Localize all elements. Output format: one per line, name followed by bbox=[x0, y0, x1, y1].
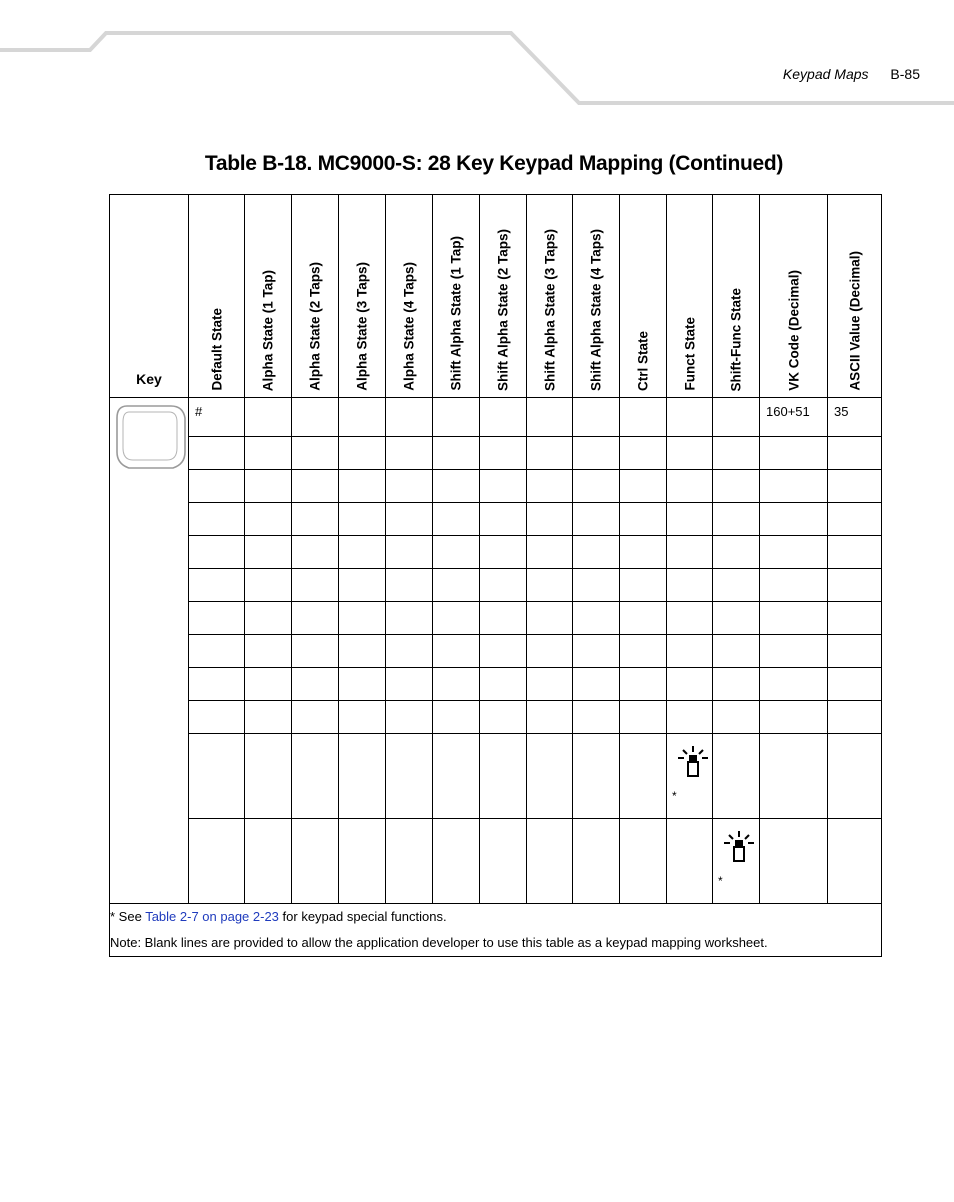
column-header-shift-alpha-3: Shift Alpha State (3 Taps) bbox=[527, 195, 573, 398]
column-header-shift-alpha-1: Shift Alpha State (1 Tap) bbox=[433, 195, 480, 398]
column-header-shift-alpha-4: Shift Alpha State (4 Taps) bbox=[573, 195, 620, 398]
vk-code-value: 160+51 bbox=[760, 398, 828, 437]
table-row bbox=[110, 503, 882, 536]
table-row bbox=[110, 536, 882, 569]
table-row-shift-func bbox=[110, 819, 882, 904]
table-footer-row bbox=[110, 904, 882, 957]
backlight-icon bbox=[723, 829, 755, 865]
table-row bbox=[110, 602, 882, 635]
keypad-mapping-table bbox=[109, 194, 882, 957]
page-number: B-85 bbox=[890, 66, 920, 82]
header-row bbox=[110, 195, 882, 398]
column-header-funct: Funct State bbox=[667, 195, 713, 398]
column-header-alpha-1: Alpha State (1 Tap) bbox=[245, 195, 292, 398]
keypad-key-icon bbox=[113, 402, 189, 472]
table-row bbox=[110, 569, 882, 602]
table-footnote bbox=[110, 904, 882, 957]
column-header-alpha-2: Alpha State (2 Taps) bbox=[292, 195, 339, 398]
funct-state-cell bbox=[667, 734, 713, 819]
table-row bbox=[110, 437, 882, 470]
key-cell bbox=[110, 398, 189, 904]
section-name: Keypad Maps bbox=[782, 66, 869, 82]
column-header-vk-code: VK Code (Decimal) bbox=[760, 195, 828, 398]
column-header-default-state: Default State bbox=[189, 195, 245, 398]
column-header-ctrl: Ctrl State bbox=[620, 195, 667, 398]
backlight-icon bbox=[677, 744, 709, 780]
table-row bbox=[110, 668, 882, 701]
shift-func-state-cell bbox=[713, 819, 760, 904]
table-row-func bbox=[110, 734, 882, 819]
footnote-note: Note: Blank lines are provided to allow the application developer to use this table as a keypad mapping worksheet. bbox=[110, 935, 768, 950]
table-2-7-link[interactable]: Table 2-7 on page 2-23 bbox=[145, 909, 279, 924]
table-row bbox=[110, 701, 882, 734]
column-header-key: Key bbox=[110, 195, 189, 398]
footnote-marker: * bbox=[718, 874, 723, 888]
column-header-alpha-3: Alpha State (3 Taps) bbox=[339, 195, 386, 398]
ascii-value: 35 bbox=[828, 398, 882, 437]
table-row bbox=[110, 398, 882, 437]
column-header-ascii-value: ASCII Value (Decimal) bbox=[828, 195, 882, 398]
footnote-see: * See Table 2-7 on page 2-23 for keypad special functions. bbox=[110, 909, 447, 924]
table-row bbox=[110, 470, 882, 503]
column-header-shift-alpha-2: Shift Alpha State (2 Taps) bbox=[480, 195, 527, 398]
column-header-alpha-4: Alpha State (4 Taps) bbox=[386, 195, 433, 398]
table-title: Table B-18. MC9000-S: 28 Key Keypad Mapping (Continued) bbox=[204, 152, 784, 175]
default-state-value: # bbox=[189, 398, 245, 437]
footnote-marker: * bbox=[672, 789, 677, 803]
column-header-shift-func: Shift-Func State bbox=[713, 195, 760, 398]
running-header bbox=[783, 66, 920, 82]
header-rule bbox=[0, 0, 954, 110]
table-row bbox=[110, 635, 882, 668]
